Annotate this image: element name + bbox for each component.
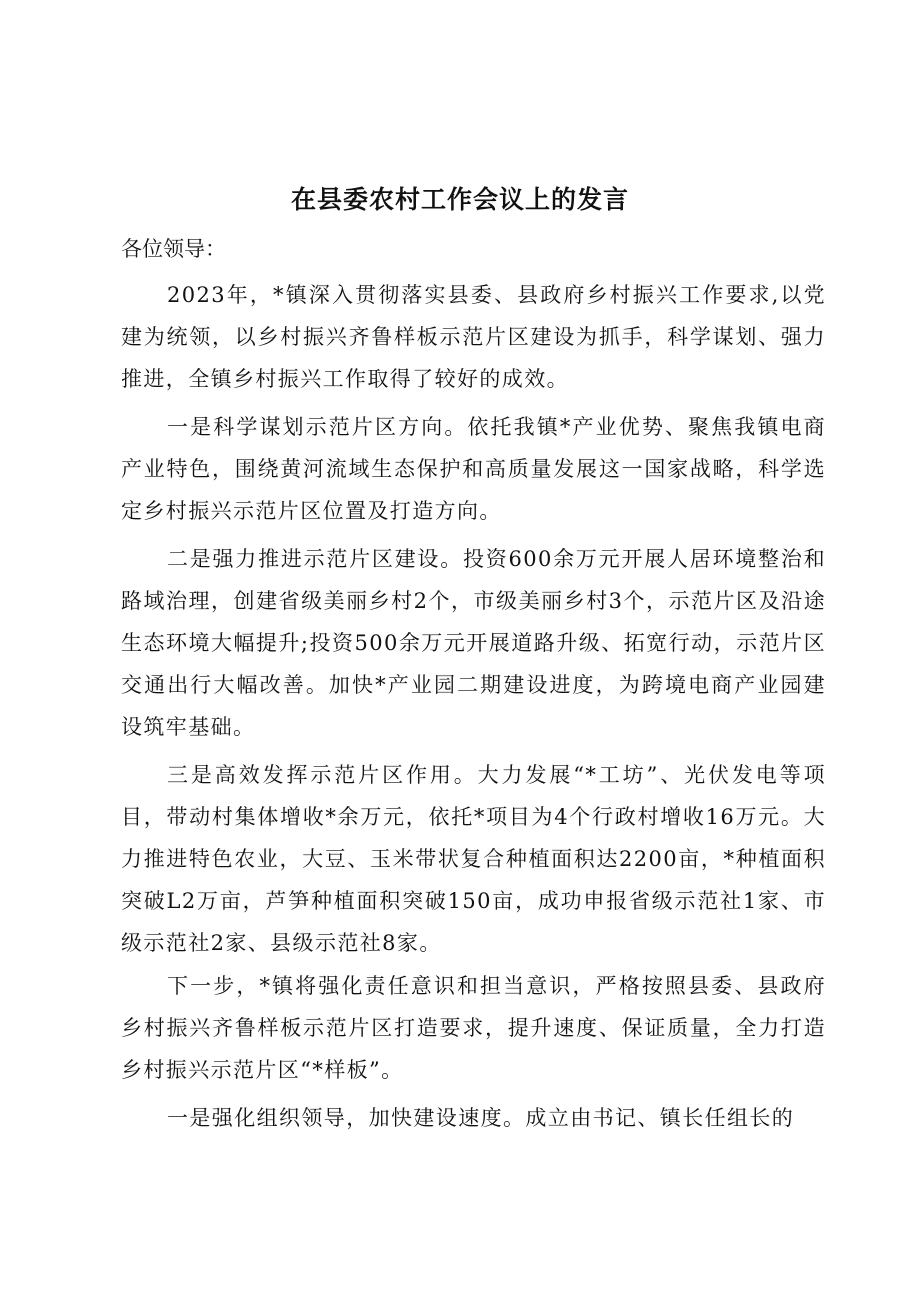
paragraph-next-point-1: 一是强化组织领导，加快建设速度。成立由书记、镇长任组长的 <box>167 1106 795 1130</box>
salutation: 各位领导： <box>121 237 226 261</box>
paragraph-point-2: 二是强力推进示范片区建设。投资600余万元开展人居环境整治和路域治理，创建省级美丽乡村2个，市级美丽乡村3个，示范片区及沿途生态环境大幅提升;投资500余万元开展道路升级、拓宽行动，示范片区交通出行大幅改善。加快*产业园二期建设进度，为跨境电商产业园建设筑牢基础。 <box>121 547 826 739</box>
document-title: 在县委农村工作会议上的发言 <box>290 185 629 214</box>
paragraph-intro: 2023年，*镇深入贯彻落实县委、县政府乡村振兴工作要求,以党建为统领，以乡村振兴齐鲁样板示范片区建设为抓手，科学谋划、强力推进，全镇乡村振兴工作取得了较好的成效。 <box>121 283 826 391</box>
paragraph-next-step: 下一步，*镇将强化责任意识和担当意识，严格按照县委、县政府乡村振兴齐鲁样板示范片区打造要求，提升速度、保证质量，全力打造乡村振兴示范片区“*样板”。 <box>121 974 826 1082</box>
paragraph-point-1: 一是科学谋划示范片区方向。依托我镇*产业优势、聚焦我镇电商产业特色，围绕黄河流域生态保护和高质量发展这一国家战略，科学选定乡村振兴示范片区位置及打造方向。 <box>121 415 826 523</box>
paragraph-point-3: 三是高效发挥示范片区作用。大力发展“*工坊”、光伏发电等项目，带动村集体增收*余万元，依托*项目为4个行政村增收16万元。大力推进特色农业，大豆、玉米带状复合种植面积达2200亩，*种植面积突破L2万亩，芦笋种植面积突破150亩，成功申报省级示范社1家、市级示范社2家、县级示范社8家。 <box>121 763 827 955</box>
